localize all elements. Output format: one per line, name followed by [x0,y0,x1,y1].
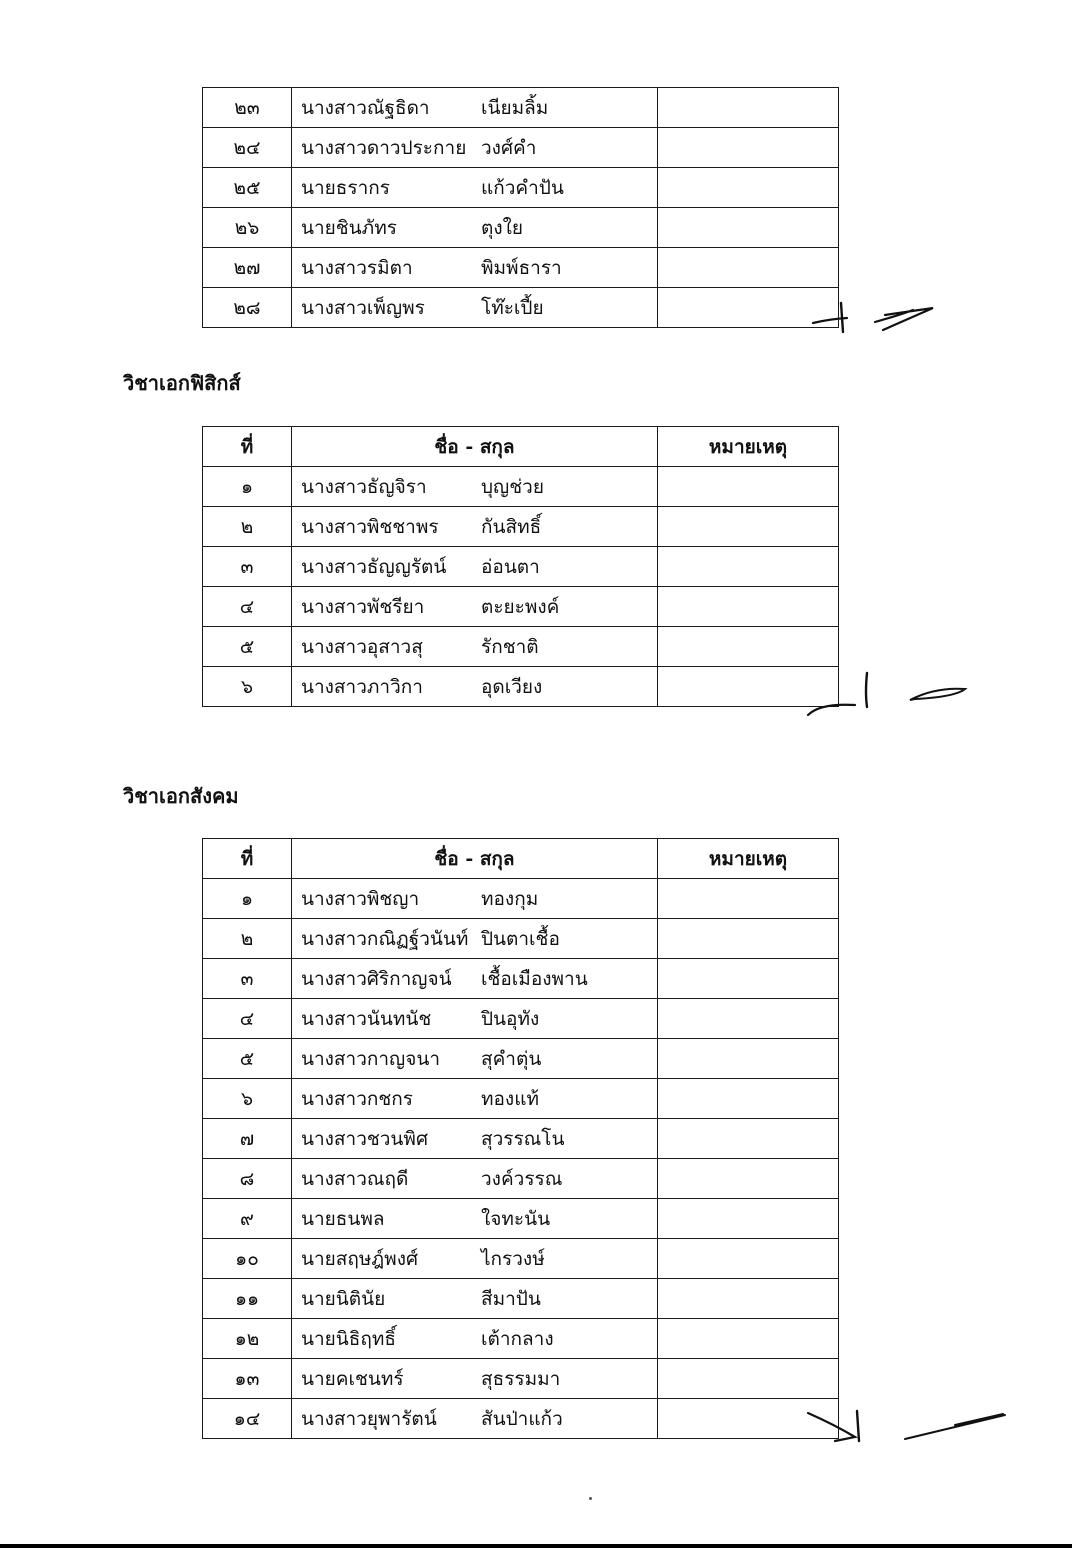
first-name: นายคเชนทร์ [301,1367,404,1390]
first-name: นางสาวยุพารัตน์ [301,1407,437,1430]
last-name: อ่อนตา [481,555,540,578]
last-name: สุคำตุ่น [481,1047,542,1070]
bottom-edge-line [0,1544,1072,1548]
student-name-cell [292,128,658,168]
first-name: นางสาวกณิฏฐ์วนันท์ [301,927,469,950]
table-row [203,1159,839,1199]
row-number: ๒๕ [203,168,292,208]
row-number: ๔ [203,999,292,1039]
first-name: นางสาวพิชญา [301,887,420,910]
student-name-cell [292,288,658,328]
student-name-cell [292,168,658,208]
header-name: ชื่อ - สกุล [292,427,658,467]
last-name: วงค์วรรณ [481,1167,563,1190]
note-cell [658,168,839,208]
row-number: ๓ [203,959,292,999]
last-name: เชื้อเมืองพาน [481,967,588,990]
first-name: นางสาวธัญญรัตน์ [301,555,447,578]
signature-3 [805,1405,1020,1450]
student-name-cell [292,667,658,707]
table-row [203,507,839,547]
row-number: ๙ [203,1199,292,1239]
header-note: หมายเหตุ [658,427,839,467]
student-name-cell [292,208,658,248]
table-row [203,999,839,1039]
student-name-cell [292,507,658,547]
note-cell [658,1159,839,1199]
student-name-cell [292,1399,658,1439]
header-no: ที่ [203,839,292,879]
table-row [203,208,839,248]
last-name: แก้วคำปัน [481,176,564,199]
table-row [203,248,839,288]
last-name: ใจทะนัน [481,1207,551,1230]
row-number: ๘ [203,1159,292,1199]
last-name: ทองแท้ [481,1087,539,1110]
student-name-cell [292,88,658,128]
table-row [203,959,839,999]
note-cell [658,1119,839,1159]
row-number: ๒ [203,919,292,959]
student-name-cell [292,1359,658,1399]
last-name: ตุงใย [481,216,524,239]
last-name: รักชาติ [481,635,539,658]
note-cell [658,507,839,547]
student-name-cell [292,587,658,627]
student-name-cell [292,919,658,959]
row-number: ๕ [203,1039,292,1079]
table-row [203,1239,839,1279]
signature-2 [805,665,975,720]
first-name: นางสาวนันทนัช [301,1007,432,1030]
note-cell [658,1039,839,1079]
student-name-cell [292,1039,658,1079]
table-row [203,627,839,667]
last-name: เนียมลิ้ม [481,96,549,119]
student-name-cell [292,1319,658,1359]
table-body [203,467,839,707]
note-cell [658,1359,839,1399]
first-name: นางสาวภาวิกา [301,675,423,698]
last-name: บุญช่วย [481,475,544,498]
row-number: ๑๒ [203,1319,292,1359]
table-row [203,128,839,168]
note-cell [658,1279,839,1319]
row-number: ๒๗ [203,248,292,288]
last-name: พิมพ์ธารา [481,256,562,279]
student-name-cell [292,627,658,667]
first-name: นางสาวอุสาวสุ [301,635,423,658]
last-name: กันสิทธิ์ [481,515,542,538]
first-name: นายชินภัทร [301,216,397,239]
table-row [203,1079,839,1119]
row-number: ๒๘ [203,288,292,328]
student-name-cell [292,1279,658,1319]
note-cell [658,999,839,1039]
first-name: นายนิตินัย [301,1287,386,1310]
student-name-cell [292,1159,658,1199]
note-cell [658,1199,839,1239]
last-name: เต้ากลาง [481,1327,554,1350]
last-name: ปินอุทัง [481,1007,540,1030]
table-row [203,467,839,507]
first-name: นายนิธิฤทธิ์ [301,1327,396,1350]
note-cell [658,88,839,128]
row-number: ๑๐ [203,1239,292,1279]
first-name: นางสาวพัชรียา [301,595,425,618]
last-name: ปินตาเชื้อ [481,927,560,950]
header-no: ที่ [203,427,292,467]
row-number: ๒ [203,507,292,547]
table-body [203,879,839,1439]
last-name: โท๊ะเปี้ย [481,296,544,319]
student-name-cell [292,1119,658,1159]
last-name: อุดเวียง [481,675,543,698]
note-cell [658,1239,839,1279]
table-row [203,88,839,128]
note-cell [658,467,839,507]
first-name: นางสาวณฤดี [301,1167,409,1190]
student-name-cell [292,467,658,507]
first-name: นางสาวธัญจิรา [301,475,427,498]
note-cell [658,547,839,587]
table-row [203,1399,839,1439]
row-number: ๒๔ [203,128,292,168]
row-number: ๗ [203,1119,292,1159]
row-number: ๑ [203,879,292,919]
note-cell [658,208,839,248]
signature-1 [805,285,945,340]
table-row [203,919,839,959]
note-cell [658,1079,839,1119]
first-name: นางสาวณัฐธิดา [301,96,430,119]
header-name: ชื่อ - สกุล [292,839,658,879]
last-name: สีมาปัน [481,1287,541,1310]
student-name-cell [292,1239,658,1279]
row-number: ๖ [203,667,292,707]
last-name: ไกรวงษ์ [481,1247,545,1270]
row-number: ๔ [203,587,292,627]
row-number: ๑๑ [203,1279,292,1319]
first-name: นายธรากร [301,176,390,199]
table-row [203,1279,839,1319]
row-number: ๒๓ [203,88,292,128]
row-number: ๕ [203,627,292,667]
student-name-cell [292,547,658,587]
note-cell [658,879,839,919]
note-cell [658,587,839,627]
first-name: นางสาวศิริกาญจน์ [301,967,452,990]
note-cell [658,959,839,999]
first-name: นายธนพล [301,1207,385,1230]
student-name-cell [292,1079,658,1119]
student-name-cell [292,879,658,919]
first-name: นางสาวดาวประกาย [301,136,467,159]
table-row [203,1359,839,1399]
table-row [203,879,839,919]
student-name-cell [292,999,658,1039]
first-name: นางสาวพิชชาพร [301,515,439,538]
table-continued [202,87,839,328]
first-name: นายสฤษฎ์พงศ์ [301,1247,419,1270]
first-name: นางสาวรมิตา [301,256,413,279]
note-cell [658,128,839,168]
section-heading-physics: วิชาเอกฟิสิกส์ [123,371,241,395]
last-name: วงศ์คำ [481,136,537,159]
note-cell [658,1319,839,1359]
table-row [203,547,839,587]
last-name: ทองกุม [481,887,539,910]
last-name: ตะยะพงค์ [481,595,560,618]
table-row [203,1319,839,1359]
note-cell [658,919,839,959]
header-note: หมายเหตุ [658,839,839,879]
note-cell [658,248,839,288]
last-name: สุวรรณโน [481,1127,565,1150]
section-heading-social: วิชาเอกสังคม [123,784,239,808]
student-name-cell [292,959,658,999]
first-name: นางสาวเพ็ญพร [301,296,425,319]
table-physics [202,426,839,707]
row-number: ๒๖ [203,208,292,248]
note-cell [658,627,839,667]
first-name: นางสาวกชกร [301,1087,413,1110]
table-header-row [203,839,839,879]
table-row [203,1039,839,1079]
first-name: นางสาวกาญจนา [301,1047,441,1070]
first-name: นางสาวชวนพิศ [301,1127,429,1150]
row-number: ๑๔ [203,1399,292,1439]
last-name: สันป่าแก้ว [481,1407,563,1430]
row-number: ๑๓ [203,1359,292,1399]
speck [589,1497,592,1500]
student-name-cell [292,1199,658,1239]
row-number: ๑ [203,467,292,507]
student-name-cell [292,248,658,288]
table-row [203,168,839,208]
table-social [202,838,839,1439]
row-number: ๖ [203,1079,292,1119]
row-number: ๓ [203,547,292,587]
table-row [203,667,839,707]
last-name: สุธรรมมา [481,1367,561,1390]
table-row [203,1199,839,1239]
table-row [203,288,839,328]
table-row [203,587,839,627]
table-body [203,88,839,328]
table-row [203,1119,839,1159]
table-header-row [203,427,839,467]
